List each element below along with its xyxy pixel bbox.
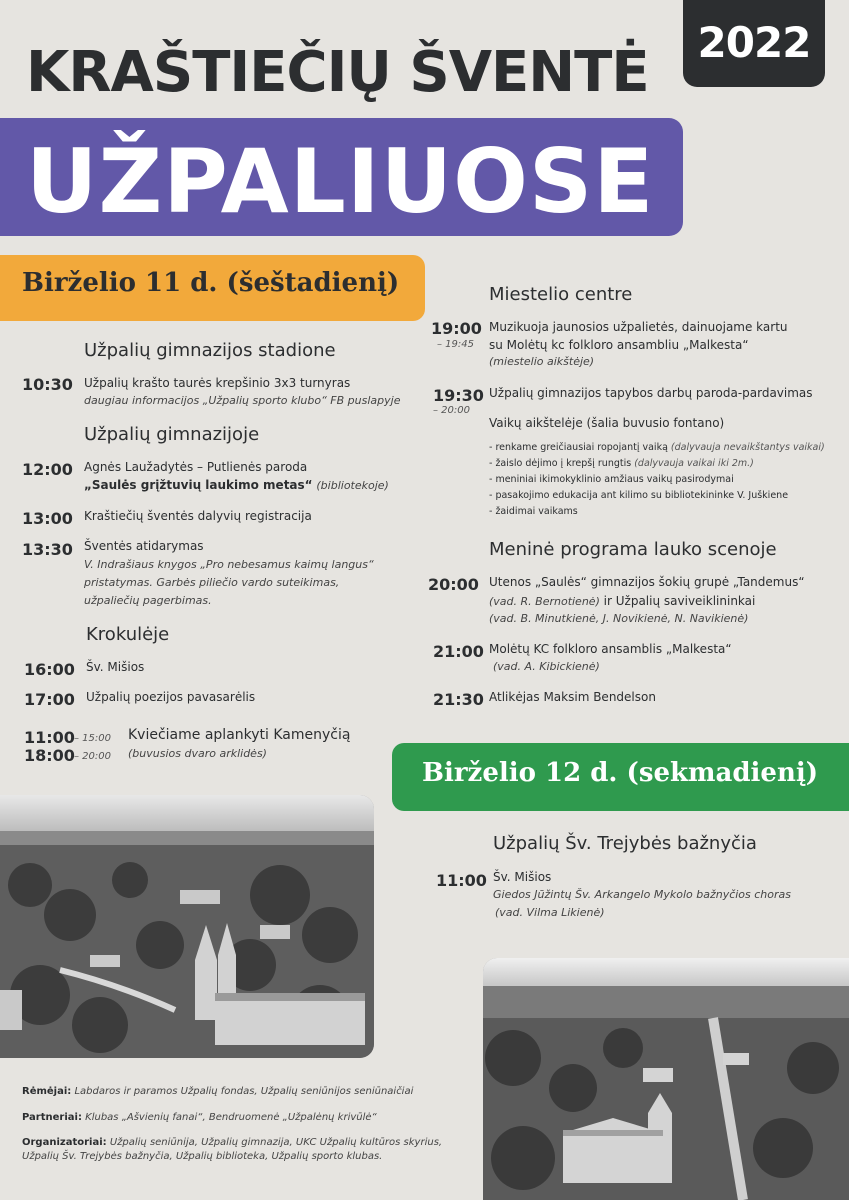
event-text: Muzikuoja jaunosios užpalietės, dainuojame kartu	[489, 320, 788, 334]
list-item-text: - žaislo dėjimo į krepšį rungtis	[489, 458, 635, 469]
event-text: Kraštiečių šventės dalyvių registracija	[84, 509, 312, 523]
event-note: (vad. R. Bernotienė)	[489, 595, 600, 608]
list-item-note: (dalyvauja vaikai iki 2m.)	[634, 458, 754, 469]
event-note: (buvusios dvaro arklidės)	[128, 747, 267, 760]
event-time-end: – 20:00	[433, 405, 470, 416]
event-text	[489, 592, 755, 610]
sponsors-text: Labdaros ir paramos Užpalių fondas, Užpalių seniūnijos seniūnaičiai	[74, 1086, 414, 1097]
event-note: (bibliotekoje)	[316, 479, 389, 492]
event-note: (vad. B. Minutkienė, J. Novikienė, N. Navikienė)	[489, 612, 749, 625]
event-time-end: – 20:00	[74, 751, 111, 762]
event-text: Molėtų KC folkloro ansamblis „Malkesta“	[489, 642, 732, 656]
partners-label: Partneriai:	[22, 1112, 82, 1123]
list-item-text: - pasakojimo edukacija ant kilimo su bibliotekininke V. Juškiene	[489, 490, 789, 501]
event-time: 17:00	[24, 690, 75, 709]
event-time: 19:00	[431, 319, 482, 338]
list-item-text: - žaidimai vaikams	[489, 506, 578, 517]
list-item	[489, 472, 825, 488]
event-note: pristatymas. Garbės piliečio vardo suteikimas,	[84, 576, 340, 589]
event-time: 13:00	[22, 509, 73, 528]
event-text: Šv. Mišios	[493, 870, 552, 884]
event-note: Giedos Jūžintų Šv. Arkangelo Mykolo bažnyčios choras	[493, 888, 792, 901]
event-time: 13:30	[22, 540, 73, 559]
event-note: daugiau informacijos „Užpalių sporto klubo“ FB puslapyje	[84, 394, 401, 407]
footer-organizers-line2	[22, 1149, 382, 1164]
event-text: Šventės atidarymas	[84, 539, 204, 553]
day2-label: Birželio 12 d. (sekmadienį)	[422, 758, 819, 788]
event-text: su Molėtų kc folkloro ansambliu „Malkesta“	[489, 338, 749, 352]
organizers-text: Užpalių seniūnija, Užpalių gimnazija, UKC Užpalių kultūros skyrius,	[109, 1137, 443, 1148]
event-time-end: – 19:45	[437, 339, 474, 350]
exhibition-title: „Saulės grįžtuvių laukimo metas“	[84, 478, 313, 492]
list-item	[489, 488, 825, 504]
event-time: 18:00	[24, 746, 75, 765]
partners-text: Klubas „Ašvienių fanai“, Bendruomenė „Užpalėnų krivūlė“	[85, 1112, 377, 1123]
list-item-text: - meniniai ikimokyklinio amžiaus vaikų pasirodymai	[489, 474, 734, 485]
organizers-label: Organizatoriai:	[22, 1137, 107, 1148]
event-text: Agnės Laužadytės – Putlienės paroda	[84, 460, 308, 474]
event-time: 21:00	[433, 642, 484, 661]
sponsors-label: Rėmėjai:	[22, 1086, 72, 1097]
event-text: Užpalių poezijos pavasarėlis	[86, 690, 256, 704]
event-text: Užpalių gimnazijos tapybos darbų paroda-pardavimas	[489, 386, 813, 400]
event-time: 12:00	[22, 460, 73, 479]
church-title: Užpalių Šv. Trejybės bažnyčia	[493, 833, 757, 854]
gymnasium-title: Užpalių gimnazijoje	[84, 424, 260, 445]
title-line2: UŽPALIUOSE	[26, 130, 655, 233]
day1-label: Birželio 11 d. (šeštadienį)	[22, 268, 400, 298]
footer-partners	[22, 1110, 377, 1125]
event-note: (vad. A. Kibickienė)	[493, 660, 600, 673]
list-item	[489, 456, 825, 472]
event-text: Kviečiame aplankyti Kamenyčią	[128, 727, 351, 743]
event-time: 19:30	[433, 386, 484, 405]
kids-activities-list	[489, 440, 825, 520]
stage-title: Meninė programa lauko scenoje	[489, 539, 777, 560]
event-time: 21:30	[433, 690, 484, 709]
event-time: 11:00	[436, 871, 487, 890]
footer-organizers	[22, 1135, 442, 1150]
footer-sponsors	[22, 1084, 413, 1099]
event-text: Atlikėjas Maksim Bendelson	[489, 690, 656, 704]
event-time: 16:00	[24, 660, 75, 679]
event-time: 20:00	[428, 575, 479, 594]
event-text: Utenos „Saulės“ gimnazijos šokių grupė „Tandemus“	[489, 575, 805, 589]
stadium-title: Užpalių gimnazijos stadione	[84, 340, 336, 361]
year-label: 2022	[697, 18, 811, 67]
event-text-part: ir Užpalių saviveiklininkai	[599, 594, 756, 608]
event-time: 10:30	[22, 375, 73, 394]
aerial-photo-town	[0, 795, 374, 1058]
title-line1: KRAŠTIEČIŲ ŠVENTĖ	[26, 40, 649, 105]
event-note: užpaliečių pagerbimas.	[84, 594, 212, 607]
krokule-title: Krokulėje	[86, 624, 170, 645]
centre-title: Miestelio centre	[489, 284, 633, 305]
event-text: Šv. Mišios	[86, 660, 145, 674]
event-note: (miestelio aikštėje)	[489, 355, 595, 368]
event-text: Užpalių krašto taurės krepšinio 3x3 turnyras	[84, 376, 351, 390]
list-item	[489, 440, 825, 456]
aerial-photo-church	[483, 958, 849, 1200]
event-note: (vad. Vilma Likienė)	[495, 906, 605, 919]
list-item	[489, 504, 825, 520]
event-text	[84, 476, 389, 494]
event-time: 11:00	[24, 728, 75, 747]
event-note: V. Indrašiaus knygos „Pro nebesamus kaimų langus“	[84, 558, 374, 571]
event-time-end: – 15:00	[74, 733, 111, 744]
list-item-text: - renkame greičiausiai ropojantį vaiką	[489, 442, 671, 453]
list-item-note: (dalyvauja nevaikštantys vaikai)	[670, 442, 825, 453]
organizers-text-2: Užpalių Šv. Trejybės bažnyčia, Užpalių biblioteka, Užpalių sporto klubas.	[22, 1151, 383, 1162]
event-text: Vaikų aikštelėje (šalia buvusio fontano)	[489, 416, 725, 430]
